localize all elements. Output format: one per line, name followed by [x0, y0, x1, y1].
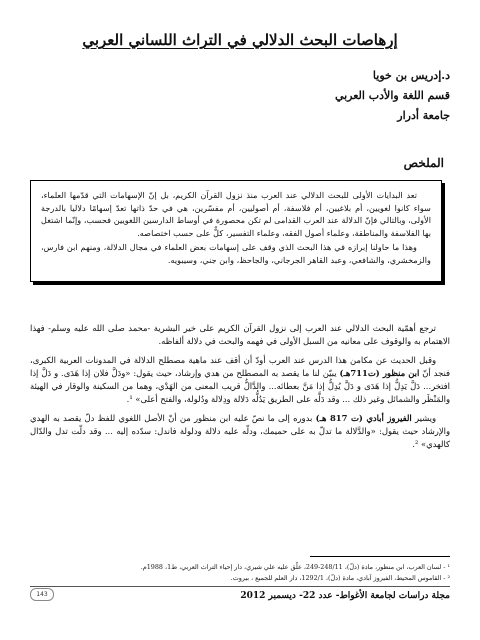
footnote-divider [310, 556, 450, 557]
abstract-paragraph-1: تعد البدايات الأولى للبحث الدلالي عند العرب منذ نزول القرآن الكريم، بل إنّ الإسهامات التي قدّمها العلماء، سواء كانوا لغويين، أم بلاغيين، أم فلاسفة، أم أصوليين، أم مفسّرين، هي في حدّ ذاتها تعدّ إسهامًا دلاليا بالدرجة الأولى، وبالتالي فإنّ الدلالة عند العرب القدامى لم تكن محصورة في أوساط الدارسين اللغويين فحسب، وإنّما اشتغل بها الفلاسفة والمناطقة، وعلماء أصول الفقه، وعلماء التفسير، كلٌّ على حسب اختصاصه. [41, 190, 431, 238]
body-paragraph-2-start: وقبل الحديث عن مكامن هذا الدرس عند العرب أودّ أن أقف عند ماهية مصطلح الدلالة في المدونات العربية الكبرى، فنجد أنّ [30, 355, 451, 378]
body-paragraph-1: ترجع أهمّية البحث الدلالي عند العرب إلى نزول القرآن الكريم على خير البشرية -محمد صلى الله عليه وسلم- فهذا الاهتمام به والوقوف على معانيه من السبل الأولى في فهمه والبحث في دلالة ألفاظه. [30, 323, 450, 346]
author-block [250, 66, 450, 126]
body-paragraph-2-end: يبيّن لنا ما يقصد به المصطلح من هدي وإرشاد، حيث يقول: «ودَلَّ فلان إذا هَدَى. و دَلَّ إذا افتخر... دَلَّ يَدِلُّ إذا هَدَى و دَلَّ يُدِلُّ إذا مَنَّ بعطائه... والدَّالُّ قريب المعنى من الهَدْي، وهما من السكينة والوقار في الهيئة والمَنْظَر والشمائل وغير ذلك ... وقد دَلَّه على الطريق يَدُلُّه دَلالة ودِلالة ودُلولة، والفتح أعلى» ¹. [30, 368, 450, 404]
body-paragraph-3-start: ويشير [411, 413, 436, 423]
body-paragraph-2 [30, 354, 450, 406]
body-text [30, 322, 450, 457]
paper-title: إرهاصات البحث الدلالي في التراث اللساني العربي [82, 31, 398, 49]
footer-divider [30, 586, 450, 587]
citation-firuzabadi: الفيروز أبادي (ت 817 هـ) [315, 413, 412, 423]
author-department: قسم اللغة والأدب العربي [334, 89, 450, 102]
footnote-2: ² - القاموس المحيط، الفيروز آبادي، مادة (دلّ)، 1292/1، دار العلم للجميع ، بيروت. [230, 574, 450, 582]
page-number: 143 [30, 588, 54, 601]
author-name: د.إدريس بن خويا [372, 69, 450, 82]
body-paragraph-3-end: بدوره إلى ما نصّ عليه ابن منظور من أنّ الأصل اللغوي للفظ دلّ يقصد به الهدي والإرشاد حيث يقول: «والدَّلالة ما تدلّ به على حميمك، ودلّه عليه دلالة ودلولة فاندل: سدّده إليه ... وقد دلّت تدل والدّال كالهدي» ². [30, 413, 450, 449]
abstract-heading: الملخص [403, 156, 444, 170]
journal-footer: مجلة دراسات لجامعة الأغواط- عدد 22- ديسمبر 2012 [240, 591, 450, 601]
footnote-1: ¹ - لسان العرب، ابن منظور، مادة (دلّ)، 248/11-249، علّق عليه علي شيري، دار إحياء التراث العربي، ط1، 1988م. [140, 563, 450, 571]
abstract-paragraph-2: وهذا ما حاولنا إبرازه في هذا البحث الذي وقف على إسهامات بعض العلماء في مجال الدلالة، ومنهم ابن فارس، والزمخشري، والشافعي، وعبد القاهر الجرجاني، والجاحظ، وابن جني، وسيبويه. [41, 242, 431, 265]
citation-ibn-manzur: ابن منظور (ت711هـ) [339, 368, 420, 378]
footnotes [30, 562, 450, 584]
abstract-box [30, 180, 442, 282]
body-paragraph-3 [30, 412, 450, 451]
author-university: جامعة أدرار [397, 109, 450, 122]
